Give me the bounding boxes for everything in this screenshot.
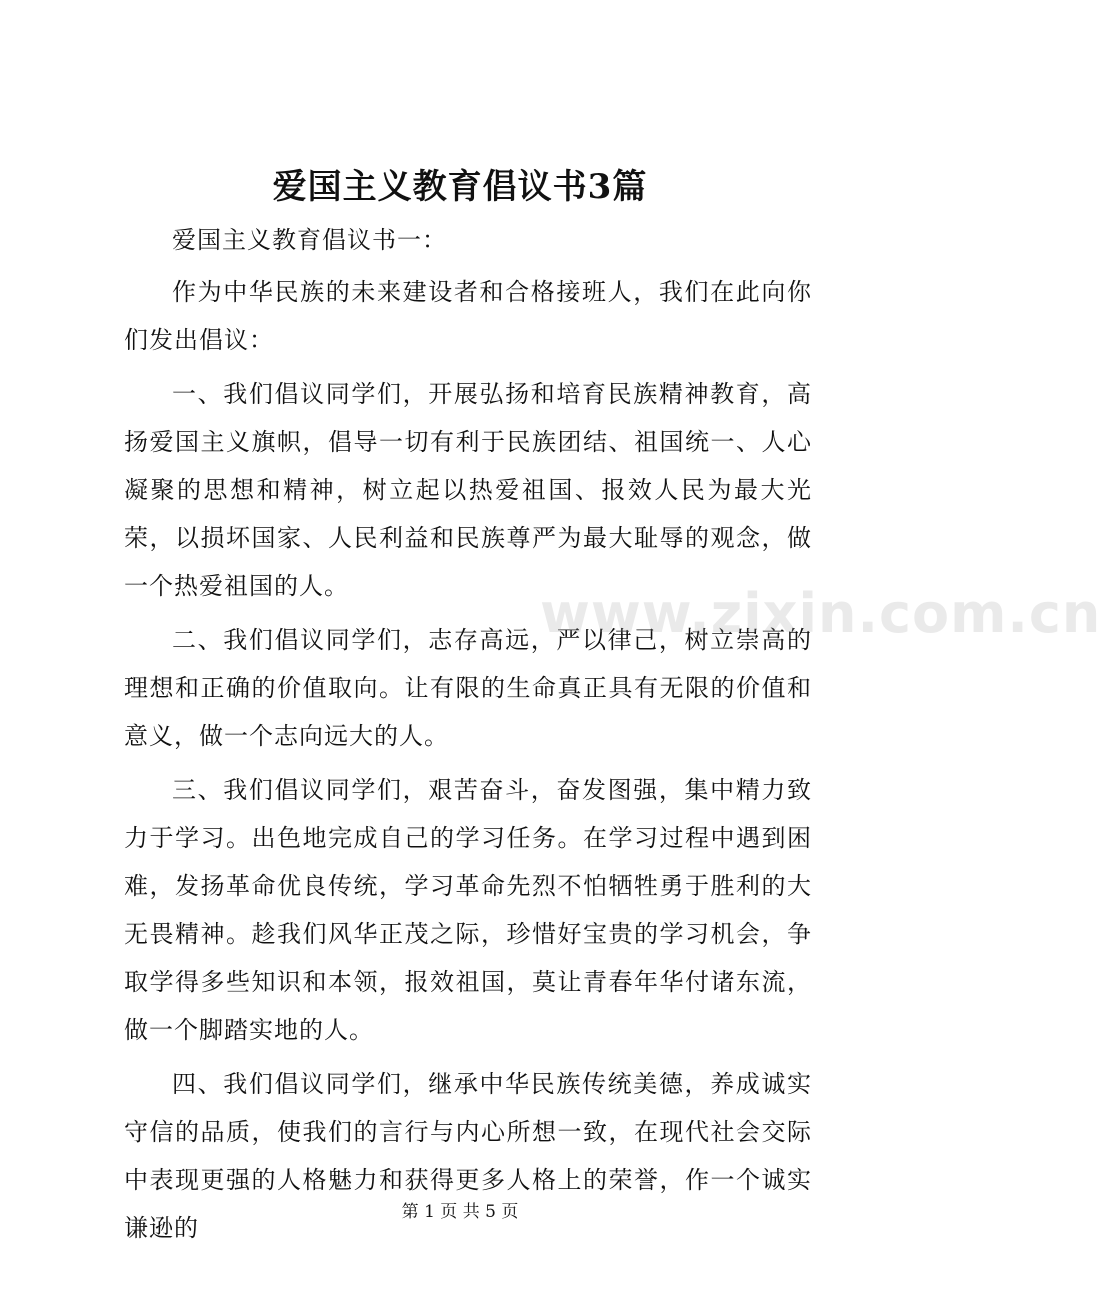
paragraph-proposal-2: 二、我们倡议同学们，志存高远，严以律己，树立崇高的理想和正确的价值取向。让有限的生命真正具有无限的价值和意义，做一个志向远大的人。: [124, 626, 812, 750]
watermark: www.zixin.com.cn: [540, 582, 1101, 645]
document-body: [124, 216, 812, 1258]
paragraph-intro: 作为中华民族的未来建设者和合格接班人，我们在此向你们发出倡议：: [124, 278, 812, 354]
paragraph-proposal-1: 一、我们倡议同学们，开展弘扬和培育民族精神教育，高扬爱国主义旗帜，倡导一切有利于民族团结、祖国统一、人心凝聚的思想和精神，树立起以热爱祖国、报效人民为最大光荣，以损坏国家、人民利益和民族尊严为最大耻辱的观念，做一个热爱祖国的人。: [124, 380, 812, 600]
document-title: 爱国主义教育倡议书3篇: [272, 167, 648, 207]
page-footer: 第 1 页 共 5 页: [401, 1202, 519, 1222]
paragraph-proposal-4: 四、我们倡议同学们，继承中华民族传统美德，养成诚实守信的品质，使我们的言行与内心所想一致，在现代社会交际中表现更强的人格魅力和获得更多人格上的荣誉，作一个诚实谦逊的: [124, 1070, 812, 1242]
paragraph-proposal-3: 三、我们倡议同学们，艰苦奋斗，奋发图强，集中精力致力于学习。出色地完成自己的学习任务。在学习过程中遇到困难，发扬革命优良传统，学习革命先烈不怕牺牲勇于胜利的大无畏精神。趁我们风华正茂之际，珍惜好宝贵的学习机会，争取学得多些知识和本领，报效祖国，莫让青春年华付诸东流，做一个脚踏实地的人。: [124, 776, 812, 1044]
paragraph-heading: 爱国主义教育倡议书一：: [172, 226, 447, 254]
